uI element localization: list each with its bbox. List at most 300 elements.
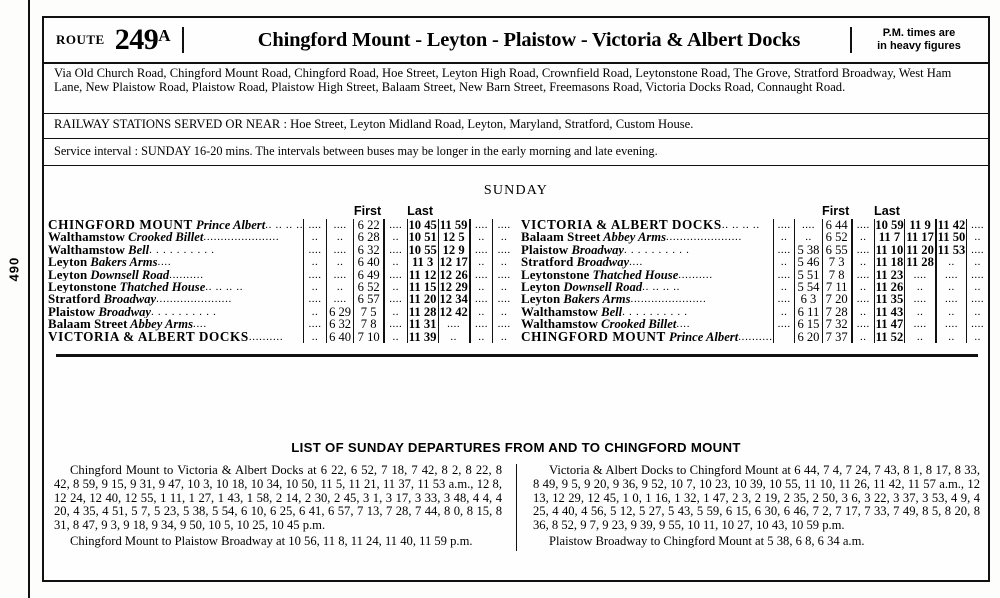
time-cell: 5 38 <box>795 244 822 256</box>
stop-name-cell <box>48 231 304 243</box>
time-cell-empty: .... <box>470 318 493 330</box>
dot-leader: . . . . . . . . . . <box>149 243 215 256</box>
time-cell: 10 55 <box>408 242 437 257</box>
time-cell-empty: .. <box>326 256 354 268</box>
time-cell: 7 20 <box>822 293 852 305</box>
time-cell-empty: .... <box>470 293 493 305</box>
stop-name: Plaistow <box>48 305 96 319</box>
time-cell-empty: .. <box>304 281 327 293</box>
table-row <box>521 306 988 318</box>
time-cell: 6 3 <box>795 293 822 305</box>
time-cell-empty: .. <box>967 331 988 343</box>
time-cell-empty: .... <box>967 244 988 256</box>
time-cell-empty: .. <box>773 231 795 243</box>
blank-col-head-5 <box>936 204 967 219</box>
departure-times: 10 56, 11 8, 11 24, 11 40, 11 59 p.m. <box>288 533 473 548</box>
time-cell-empty: .. <box>384 306 407 318</box>
time-cell: 7 8 <box>354 318 384 330</box>
first-column-header-up: First <box>822 204 850 219</box>
time-cell: 11 17 <box>906 230 934 245</box>
time-cell: 12 26 <box>439 267 468 282</box>
time-cell-empty: .. <box>326 231 354 243</box>
time-cell-empty: .... <box>493 318 515 330</box>
time-cell-empty: .... <box>967 318 988 330</box>
departures-column-right <box>517 464 980 551</box>
dot-leader: .......... <box>169 268 204 281</box>
time-cell: 11 10 <box>875 242 904 257</box>
dot-leader: ...................... <box>630 293 707 306</box>
departure-paragraph <box>533 464 980 533</box>
time-cell-empty: .. <box>773 256 795 268</box>
dot-leader: .. .. .. .. <box>265 219 304 231</box>
timetable-northbound-table <box>521 204 988 343</box>
time-cell-empty: .... <box>852 269 874 281</box>
time-cell-empty: .... <box>438 318 470 330</box>
stop-landmark: Crooked Billet <box>125 231 204 244</box>
time-cell-empty: .. <box>470 331 493 343</box>
time-cell: 6 11 <box>795 306 822 318</box>
table-row <box>48 256 515 268</box>
stop-landmark: Bell <box>598 305 623 319</box>
time-cell-empty: .. <box>852 231 874 243</box>
time-cell-empty: .... <box>470 269 493 281</box>
blank-col-head-6 <box>493 204 515 219</box>
dot-leader: .... <box>676 318 691 331</box>
time-cell: 12 29 <box>439 280 468 295</box>
time-cell-empty: .... <box>304 244 327 256</box>
timetable-southbound <box>48 204 515 344</box>
time-cell-empty: .. <box>304 331 327 343</box>
dot-leader: ...................... <box>666 231 742 244</box>
departure-paragraph <box>533 535 980 549</box>
stop-name-cell <box>521 331 773 343</box>
stop-landmark: Bakers Arms <box>87 256 158 269</box>
departure-route-label: Victoria & Albert Docks to Chingford Mount at <box>549 463 795 477</box>
table-row <box>48 293 515 305</box>
time-cell-empty: .... <box>384 244 407 256</box>
time-cell: 5 51 <box>795 269 822 281</box>
page-title: Chingford Mount - Leyton - Plaistow - Victoria & Albert Docks <box>257 28 801 51</box>
last-column-header-down: Last <box>407 204 434 219</box>
table-row <box>521 269 988 281</box>
time-cell-empty: .. <box>470 281 493 293</box>
time-cell-empty: .... <box>326 293 354 305</box>
time-cell-empty: .. <box>905 306 936 318</box>
stop-landmark: Prince Albert <box>192 219 266 232</box>
table-row <box>48 231 515 243</box>
time-cell: 11 23 <box>875 267 904 282</box>
stop-name: CHINGFORD MOUNT <box>521 330 666 344</box>
time-cell-empty: .... <box>304 269 327 281</box>
time-cell-empty: .. <box>384 256 407 268</box>
time-cell: 11 20 <box>906 242 934 257</box>
departure-times: 6 22, 6 52, 7 18, 7 42, 8 2, 8 22, 8 42, 8 59, 9 15, 9 31, 9 47, 10 3, 10 18, 10 34, 10 50, 11 5, 11 21, 11 37, 11 53 a.m., 12 8, 12 24, 12 40, 12 55, 1 11, 1 27, 1 43, 1 58, 2 14, 2 30, 2 45, 3 1, 3 17, 3 33, 3 48, 4 4, 4 20, 4 35, 4 51, 5 7, 5 23, 5 38, 5 54, 6 10, 6 25, 6 41, 6 57, 7 13, 7 28, 7 44, 8 0, 8 15, 8 31, 8 47, 9 3, 9 18, 9 34, 9 50, 10 5, 10 25, 10 45 p.m. <box>54 463 502 533</box>
time-cell-empty: .... <box>493 219 515 231</box>
time-cell-empty: .... <box>384 293 407 305</box>
departure-route-label: Chingford Mount to Plaistow Broadway at <box>70 533 289 548</box>
time-cell-empty: .. <box>384 231 407 243</box>
dot-leader: .... <box>193 318 207 331</box>
dot-leader: .... <box>629 256 643 269</box>
stop-name-cell <box>521 256 773 268</box>
time-cell-empty: .... <box>304 293 327 305</box>
table-row <box>48 331 515 343</box>
time-cell-empty: .... <box>384 269 407 281</box>
time-cell: 11 35 <box>875 292 904 307</box>
timetable-southbound-body <box>48 219 515 343</box>
time-cell-empty: .... <box>384 318 407 330</box>
time-cell: 6 20 <box>795 331 822 343</box>
departure-route-label: Plaistow Broadway to Chingford Mount at <box>549 533 768 548</box>
time-cell-empty: .... <box>852 293 874 305</box>
table-row <box>48 318 515 330</box>
stop-name-cell <box>521 293 773 305</box>
time-cell: 10 51 <box>408 230 437 245</box>
time-cell-empty: .... <box>470 244 493 256</box>
time-cell: 6 28 <box>354 231 384 243</box>
time-cell: 11 43 <box>875 304 904 319</box>
time-cell-empty: .... <box>493 269 515 281</box>
time-cell-empty: .. <box>470 231 493 243</box>
stop-name-cell <box>521 244 773 256</box>
stop-name: Plaistow <box>521 243 569 257</box>
time-cell: 11 31 <box>408 317 437 332</box>
blank-col-head-4 <box>438 204 470 219</box>
table-header-row <box>521 204 988 219</box>
blank-col-head-2 <box>326 204 354 219</box>
table-row <box>521 293 988 305</box>
timetable-frame <box>42 16 990 582</box>
time-cell-empty: .... <box>326 244 354 256</box>
time-cell: 7 10 <box>354 331 384 343</box>
stop-landmark: Broadway <box>573 256 630 269</box>
stop-name-cell <box>48 318 304 330</box>
table-header-row <box>48 204 515 219</box>
time-cell: 11 42 <box>937 218 966 232</box>
page-number: 490 <box>6 256 22 282</box>
blank-col-head-6 <box>967 204 988 219</box>
dot-leader: ...................... <box>203 231 280 244</box>
stop-name: Balaam Street <box>48 318 128 331</box>
time-cell: 6 22 <box>354 219 384 231</box>
time-cell: 11 28 <box>906 255 934 270</box>
dot-leader: . . . . . . . . . . <box>622 305 688 318</box>
time-cell-empty: .. <box>852 256 874 268</box>
time-cell: 6 55 <box>822 244 852 256</box>
stop-name: Walthamstow <box>521 305 599 319</box>
time-cell: 7 3 <box>822 256 852 268</box>
time-cell: 6 15 <box>795 318 822 330</box>
time-cell: 10 59 <box>875 218 904 232</box>
time-cell-empty: .... <box>936 269 967 281</box>
time-cell-empty: .... <box>470 219 493 231</box>
stop-name-cell <box>521 219 773 231</box>
stop-landmark: Bakers Arms <box>560 293 631 306</box>
stop-name-cell <box>521 231 773 243</box>
dot-leader: .. .. .. .. <box>205 281 244 294</box>
time-cell: 10 45 <box>408 218 437 232</box>
time-cell-empty: .... <box>304 219 327 231</box>
dot-leader: .. .. .. .. <box>642 281 681 294</box>
via-roads-text: Via Old Church Road, Chingford Mount Road, Chingford Road, Hoe Street, Leyton High Road, Crownfield Road, Leytonstone Road, The Grove, Stratford Broadway, West Ham Lane, New Plaistow Road, Plaistow Road, Plaistow High Street, Balaam Street, New Barn Street, Freemasons Road, Victoria Docks Road, Connaught Road. <box>54 66 952 94</box>
time-cell: 6 44 <box>822 219 852 231</box>
page-gutter-rule <box>28 0 30 598</box>
time-cell: 6 40 <box>354 256 384 268</box>
blank-col-head-2 <box>795 204 822 219</box>
time-cell-empty: .. <box>493 331 515 343</box>
time-cell-empty: .... <box>852 244 874 256</box>
stop-name-cell <box>48 331 304 343</box>
service-interval-text: Service interval : SUNDAY 16-20 mins. The intervals between buses may be longer in the early morning and late evening. <box>54 144 658 158</box>
time-cell-empty <box>773 331 795 343</box>
route-label: ROUTE <box>56 32 105 47</box>
time-cell-empty: .. <box>304 256 327 268</box>
blank-col-head-3 <box>384 204 407 219</box>
time-cell: 11 59 <box>438 219 470 231</box>
time-cell: 12 42 <box>439 304 468 319</box>
table-row <box>521 256 988 268</box>
time-cell: 11 20 <box>408 292 437 307</box>
day-heading: SUNDAY <box>483 183 549 198</box>
rule-under-header <box>44 62 988 64</box>
time-cell-empty: .... <box>493 293 515 305</box>
time-cell-empty: .... <box>304 318 327 330</box>
time-cell: 6 32 <box>354 244 384 256</box>
route-suffix: A <box>158 26 171 45</box>
dot-leader: .......... <box>678 268 713 281</box>
time-cell-empty: .. <box>852 306 874 318</box>
time-cell-empty: .. <box>852 281 874 293</box>
time-cell-empty: .. <box>967 231 988 243</box>
stop-name-cell <box>48 306 304 318</box>
stop-name: Balaam Street <box>521 231 601 244</box>
stop-name: CHINGFORD MOUNT <box>48 219 193 232</box>
time-cell: 11 50 <box>937 230 966 245</box>
stop-landmark: Broadway <box>95 305 151 319</box>
time-cell: 6 40 <box>326 331 354 343</box>
time-cell: 5 54 <box>795 281 822 293</box>
time-cell-empty: .. <box>795 231 822 243</box>
timetable-area <box>48 204 988 344</box>
time-cell: 11 26 <box>875 280 904 295</box>
time-cell-empty: .... <box>326 269 354 281</box>
table-row <box>521 231 988 243</box>
stop-name: Stratford <box>521 256 574 269</box>
rule-under-via <box>44 113 988 114</box>
blank-col-head-4 <box>905 204 936 219</box>
stop-name-cell <box>521 269 773 281</box>
rule-under-tables <box>56 354 978 357</box>
time-cell: 6 52 <box>822 231 852 243</box>
dot-leader: .......... <box>738 330 773 343</box>
time-cell-empty: .... <box>493 244 515 256</box>
stop-name: Leytonstone <box>521 268 590 282</box>
time-cell-empty: .. <box>773 281 795 293</box>
table-row <box>521 318 988 330</box>
time-cell-empty: .... <box>852 318 874 330</box>
departure-times: 6 44, 7 4, 7 24, 7 43, 8 1, 8 17, 8 33, 8 49, 9 5, 9 20, 9 36, 9 52, 10 7, 10 23, 10 39, 10 55, 11 10, 11 26, 11 42, 11 57 a.m., 12 13, 12 29, 12 45, 1 0, 1 16, 1 32, 1 47, 2 3, 2 19, 2 35, 2 50, 3 6, 3 22, 3 37, 3 53, 4 9, 4 25, 4 40, 4 56, 5 12, 5 27, 5 43, 5 59, 6 15, 6 30, 6 46, 7 2, 7 17, 7 33, 7 49, 8 5, 8 20, 8 36, 8 52, 9 7, 9 23, 9 39, 9 55, 10 11, 10 27, 10 43, 10 59 p.m. <box>533 463 981 533</box>
dot-leader: . . . . . . . . . . <box>624 243 690 256</box>
time-cell-empty: .. <box>905 331 936 343</box>
table-row <box>521 331 988 343</box>
time-cell-empty: .... <box>852 219 874 231</box>
departures-columns <box>54 464 980 551</box>
time-cell-empty: .... <box>773 293 795 305</box>
time-cell: 7 28 <box>822 306 852 318</box>
blank-col-head-3 <box>852 204 874 219</box>
time-cell: 11 7 <box>874 231 905 243</box>
time-cell-empty: .. <box>493 306 515 318</box>
time-cell: 6 52 <box>354 281 384 293</box>
dot-leader: .......... <box>248 330 284 343</box>
time-cell: 11 47 <box>875 317 904 332</box>
time-cell-empty: .. <box>304 306 327 318</box>
blank-col-head-5 <box>470 204 493 219</box>
stop-name: Leyton <box>521 293 561 306</box>
time-cell-empty: .. <box>852 331 874 343</box>
time-cell: 7 32 <box>822 318 852 330</box>
departure-route-label: Chingford Mount to Victoria & Albert Docks at <box>70 463 321 477</box>
stop-name-cell <box>48 293 304 305</box>
railway-stations-text: RAILWAY STATIONS SERVED OR NEAR : Hoe Street, Leyton Midland Road, Leyton, Maryland, Stratford, Custom House. <box>54 117 694 131</box>
departure-paragraph <box>54 464 502 533</box>
stop-landmark: Thatched House <box>116 281 206 294</box>
dot-leader: . . . . . . . . . . <box>151 305 217 318</box>
departure-times: 5 38, 6 8, 6 34 a.m. <box>767 533 865 548</box>
time-cell: 11 39 <box>408 329 437 344</box>
time-cell: 7 5 <box>354 306 384 318</box>
pm-note-line-2: in heavy figures <box>877 40 961 52</box>
time-cell: 11 18 <box>875 255 904 270</box>
stop-name: VICTORIA & ALBERT DOCKS <box>48 330 249 344</box>
time-cell: 6 29 <box>326 306 354 318</box>
time-cell-empty: .... <box>967 219 988 231</box>
stop-landmark: Crooked Billet <box>598 318 677 331</box>
stop-name: Leyton <box>48 256 88 269</box>
departures-title: LIST OF SUNDAY DEPARTURES FROM AND TO CHINGFORD MOUNT <box>291 440 741 455</box>
time-cell-empty: .. <box>905 281 936 293</box>
time-cell-empty: .... <box>773 219 795 231</box>
pm-note-line-1: P.M. times are <box>882 27 956 39</box>
time-cell: 11 53 <box>937 242 966 257</box>
stop-name-cell <box>48 219 304 231</box>
stop-landmark: Abbey Arms <box>127 318 194 331</box>
time-cell-empty: .. <box>493 231 515 243</box>
time-cell-empty: .. <box>936 331 967 343</box>
stop-landmark: Bell <box>125 243 150 257</box>
time-cell-empty: .... <box>795 219 822 231</box>
stop-name: Leytonstone <box>48 281 117 294</box>
stop-name-cell <box>521 281 773 293</box>
departures-column-left <box>54 464 517 551</box>
time-cell-empty: .... <box>773 318 795 330</box>
timetable-northbound <box>521 204 988 344</box>
time-cell-empty: .... <box>384 219 407 231</box>
time-cell-empty: .. <box>936 306 967 318</box>
stop-landmark: Prince Albert <box>665 330 739 344</box>
time-cell: 11 28 <box>408 304 437 319</box>
time-cell: 12 17 <box>439 255 468 270</box>
time-cell-empty: .. <box>304 231 327 243</box>
dot-leader: .... <box>157 256 172 269</box>
rule-under-railway <box>44 138 988 139</box>
time-cell-empty: .. <box>470 306 493 318</box>
last-column-header-up: Last <box>874 204 900 219</box>
stop-landmark: Downsell Road <box>87 268 170 282</box>
stop-name-cell <box>521 318 773 330</box>
pm-times-note <box>850 27 978 53</box>
time-cell-empty: .... <box>773 269 795 281</box>
time-cell: 12 5 <box>438 231 470 243</box>
time-cell-empty: .... <box>967 293 988 305</box>
stop-name: Walthamstow <box>48 243 126 257</box>
time-cell-empty: .. <box>384 331 407 343</box>
dot-leader: ...................... <box>156 293 232 306</box>
stop-column-header <box>521 204 773 219</box>
timetable-northbound-body <box>521 219 988 343</box>
stop-column-header <box>48 204 304 219</box>
stop-name: Stratford <box>48 293 101 306</box>
stop-landmark: Abbey Arms <box>600 231 667 244</box>
stop-landmark: Broadway <box>100 293 157 306</box>
time-cell-empty: .. <box>470 256 493 268</box>
timetable-southbound-table <box>48 204 515 343</box>
stop-name-cell <box>48 256 304 268</box>
time-cell-empty: .. <box>936 256 967 268</box>
time-cell-empty: .. <box>936 281 967 293</box>
time-cell-empty: .. <box>384 281 407 293</box>
time-cell: 11 3 <box>407 256 438 268</box>
time-cell-empty: .... <box>967 269 988 281</box>
time-cell-empty: .... <box>936 318 967 330</box>
table-row <box>521 281 988 293</box>
time-cell: 11 52 <box>875 329 904 344</box>
stop-name-cell <box>48 244 304 256</box>
time-cell-empty: .. <box>493 281 515 293</box>
time-cell: 7 11 <box>822 281 852 293</box>
time-cell-empty: .. <box>326 281 354 293</box>
departure-paragraph <box>54 535 502 549</box>
time-cell: 12 9 <box>438 244 470 256</box>
time-cell-empty: .. <box>773 306 795 318</box>
stop-name: Leyton <box>521 281 561 294</box>
time-cell-empty: .. <box>967 281 988 293</box>
route-number: $249^A$ <box>114 23 171 56</box>
stop-name-cell <box>48 281 304 293</box>
route-header <box>44 18 988 62</box>
time-cell: 7 37 <box>822 331 852 343</box>
time-cell: 11 9 <box>905 219 936 231</box>
time-cell: 7 8 <box>822 269 852 281</box>
time-cell: 6 57 <box>354 293 384 305</box>
blank-col-head-1 <box>773 204 795 219</box>
stop-name: Leyton <box>48 268 88 282</box>
time-cell-empty: .. <box>493 256 515 268</box>
time-cell-empty: .... <box>936 293 967 305</box>
stop-name: VICTORIA & ALBERT DOCKS <box>521 219 722 232</box>
time-cell: 12 34 <box>439 292 468 307</box>
table-row <box>48 306 515 318</box>
stop-name: Walthamstow <box>521 318 599 331</box>
stop-name-cell <box>521 306 773 318</box>
stop-landmark: Thatched House <box>589 268 679 282</box>
time-cell: 6 32 <box>326 318 354 330</box>
stop-name: Walthamstow <box>48 231 126 244</box>
dot-leader: .. .. .. .. <box>721 219 760 231</box>
stop-landmark: Downsell Road <box>560 281 643 294</box>
time-cell: 5 46 <box>795 256 822 268</box>
time-cell-empty: .... <box>326 219 354 231</box>
